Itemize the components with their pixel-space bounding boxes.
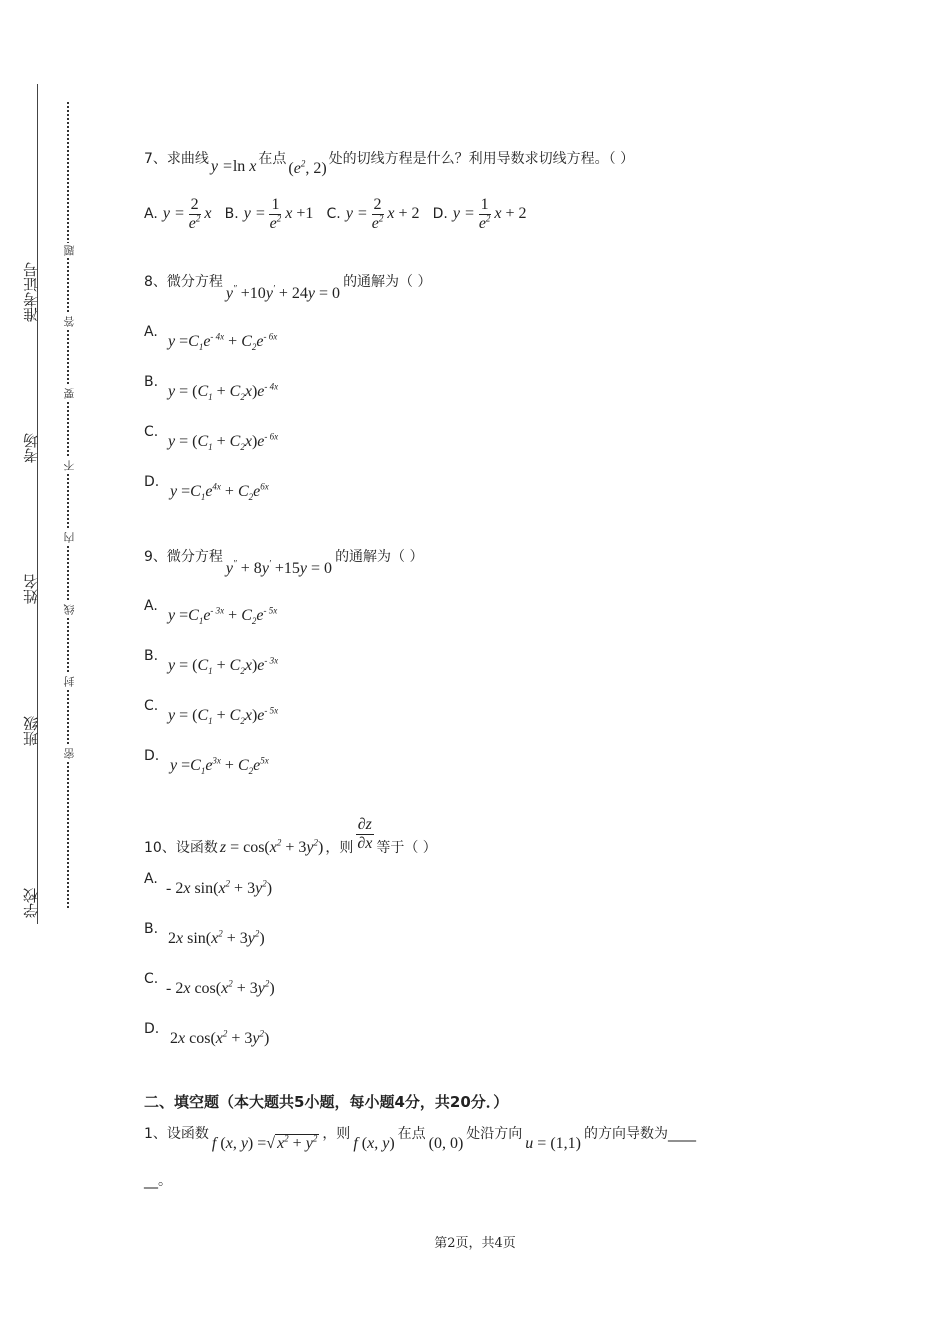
q8-label-b: B. (144, 374, 159, 390)
s2-q1-stem: 1、设函数f (x, y) =√ $x^2 + y^2$ ，则f (x, y)在点(0, 0)处沿方向u = (1,1)的方向导数为____ (144, 1126, 696, 1152)
seal-char: 答 (63, 316, 76, 327)
q9-label-c: C. (144, 698, 159, 714)
q7-curve: y =ln x (210, 158, 257, 175)
section2-heading: 二、填空题（本大题共5小题，每小题4分，共20分．） (144, 1093, 509, 1111)
q7-option-a: y = $\frac{2}{e^2}$ x (162, 196, 212, 232)
q8-option-d: $y =C_1e^{4x} + C_2e^{6x}$ (170, 481, 269, 503)
q9-label-d: D. (144, 748, 160, 764)
seal-char: 封 (63, 676, 76, 687)
s2-q1-direction: u = (1,1) (525, 1135, 581, 1152)
field-class: 班级 (22, 716, 40, 746)
s2-q1-function: f (x, y) =√ $x^2 + y^2$ (211, 1133, 318, 1152)
q9-equation: y″ + 8y′ +15y = 0 (225, 558, 333, 577)
q8-option-b: $y = (C_1 + C_2x)e^{- 4x}$ (168, 381, 279, 403)
seal-char: 不 (63, 460, 76, 471)
field-school: 学校 (22, 888, 40, 918)
seal-char: 内 (63, 532, 76, 543)
seal-char: 要 (63, 388, 76, 399)
q10-function: $z = \cos(x^2 + 3y^2)$ (219, 837, 324, 857)
q8-label-a: A. (144, 324, 158, 340)
page-number: 第2页，共4页 (434, 1236, 516, 1251)
q10-option-d: 2x $\cos(x^2 + 3y^2)$ (170, 1028, 270, 1047)
field-name: 姓名 (22, 574, 40, 604)
q10-label-c: C. (144, 971, 159, 987)
q10-label-b: B. (144, 921, 159, 937)
q9-option-a: $y =C_1e^{- 3x} + C_2e^{- 5x}$ (168, 605, 278, 627)
seal-char: 线 (63, 604, 76, 615)
q8-label-d: D. (144, 474, 160, 490)
q7-stem: 7、求曲线 y =ln x 在点($e^2$, 2)处的切线方程是什么？利用导数求切线方程。（ ） (144, 151, 635, 177)
q8-stem: 8、微分方程y″ +10y′ + 24y = 0的通解为（ ） (144, 274, 432, 302)
q7-option-c: y = $\frac{2}{e^2}$ x + 2 (345, 196, 420, 232)
q9-option-c: $y = (C_1 + C_2x)e^{- 5x}$ (168, 705, 279, 727)
q10-label-d: D. (144, 1021, 160, 1037)
q10-option-b: 2x $\sin(x^2 + 3y^2)$ (168, 928, 265, 947)
field-exam-room: 考场 (22, 433, 40, 463)
binding-line (37, 84, 38, 924)
q7-option-b: y = $\frac{1}{e^2}$ x +1 (243, 196, 314, 232)
q10-partial: $\frac{\partial z}{\partial x}$ (357, 816, 373, 852)
q8-label-c: C. (144, 424, 159, 440)
q10-stem: 10、设函数 $z = \cos(x^2 + 3y^2)$ ，则 $\frac{\partial z}{\partial x}$ 等于（ ） (144, 816, 437, 857)
q9-stem: 9、微分方程y″ + 8y′ +15y = 0的通解为（ ） (144, 549, 424, 577)
q9-label-a: A. (144, 598, 158, 614)
q10-option-c: - 2x $\cos(x^2 + 3y^2)$ (166, 978, 275, 997)
s2-q1-continuation: __。 (144, 1173, 172, 1189)
seal-char: 密 (63, 748, 76, 759)
seal-char: 题 (63, 245, 76, 256)
q7-options: A. y = $\frac{2}{e^2}$ x B. y = $\frac{1}{e^2}$ x +1 C. y = $\frac{2}{e^2}$ x + 2 D. y = $\frac{1}{e^2}$ x + 2 (144, 196, 527, 232)
q8-option-a: $y =C_1e^{- 4x} + C_2e^{- 6x}$ (168, 331, 278, 353)
q8-equation: y″ +10y′ + 24y = 0 (225, 283, 341, 302)
q10-label-a: A. (144, 871, 158, 887)
seal-dotted-line (67, 102, 69, 908)
s2-q1-function-ref: f (x, y) (353, 1135, 395, 1152)
q7-point: ($e^2$, 2) (288, 158, 327, 177)
q8-option-c: $y = (C_1 + C_2x)e^{- 6x}$ (168, 431, 279, 453)
q7-option-d: y = $\frac{1}{e^2}$ x + 2 (452, 196, 527, 232)
q10-option-a: - 2x $\sin(x^2 + 3y^2)$ (166, 878, 273, 897)
q9-label-b: B. (144, 648, 159, 664)
field-exam-id: 准考证号 (22, 262, 40, 322)
s2-q1-point: (0, 0) (428, 1135, 464, 1152)
q9-option-d: $y =C_1e^{3x} + C_2e^{5x}$ (170, 755, 269, 777)
q9-option-b: $y = (C_1 + C_2x)e^{- 3x}$ (168, 655, 279, 677)
